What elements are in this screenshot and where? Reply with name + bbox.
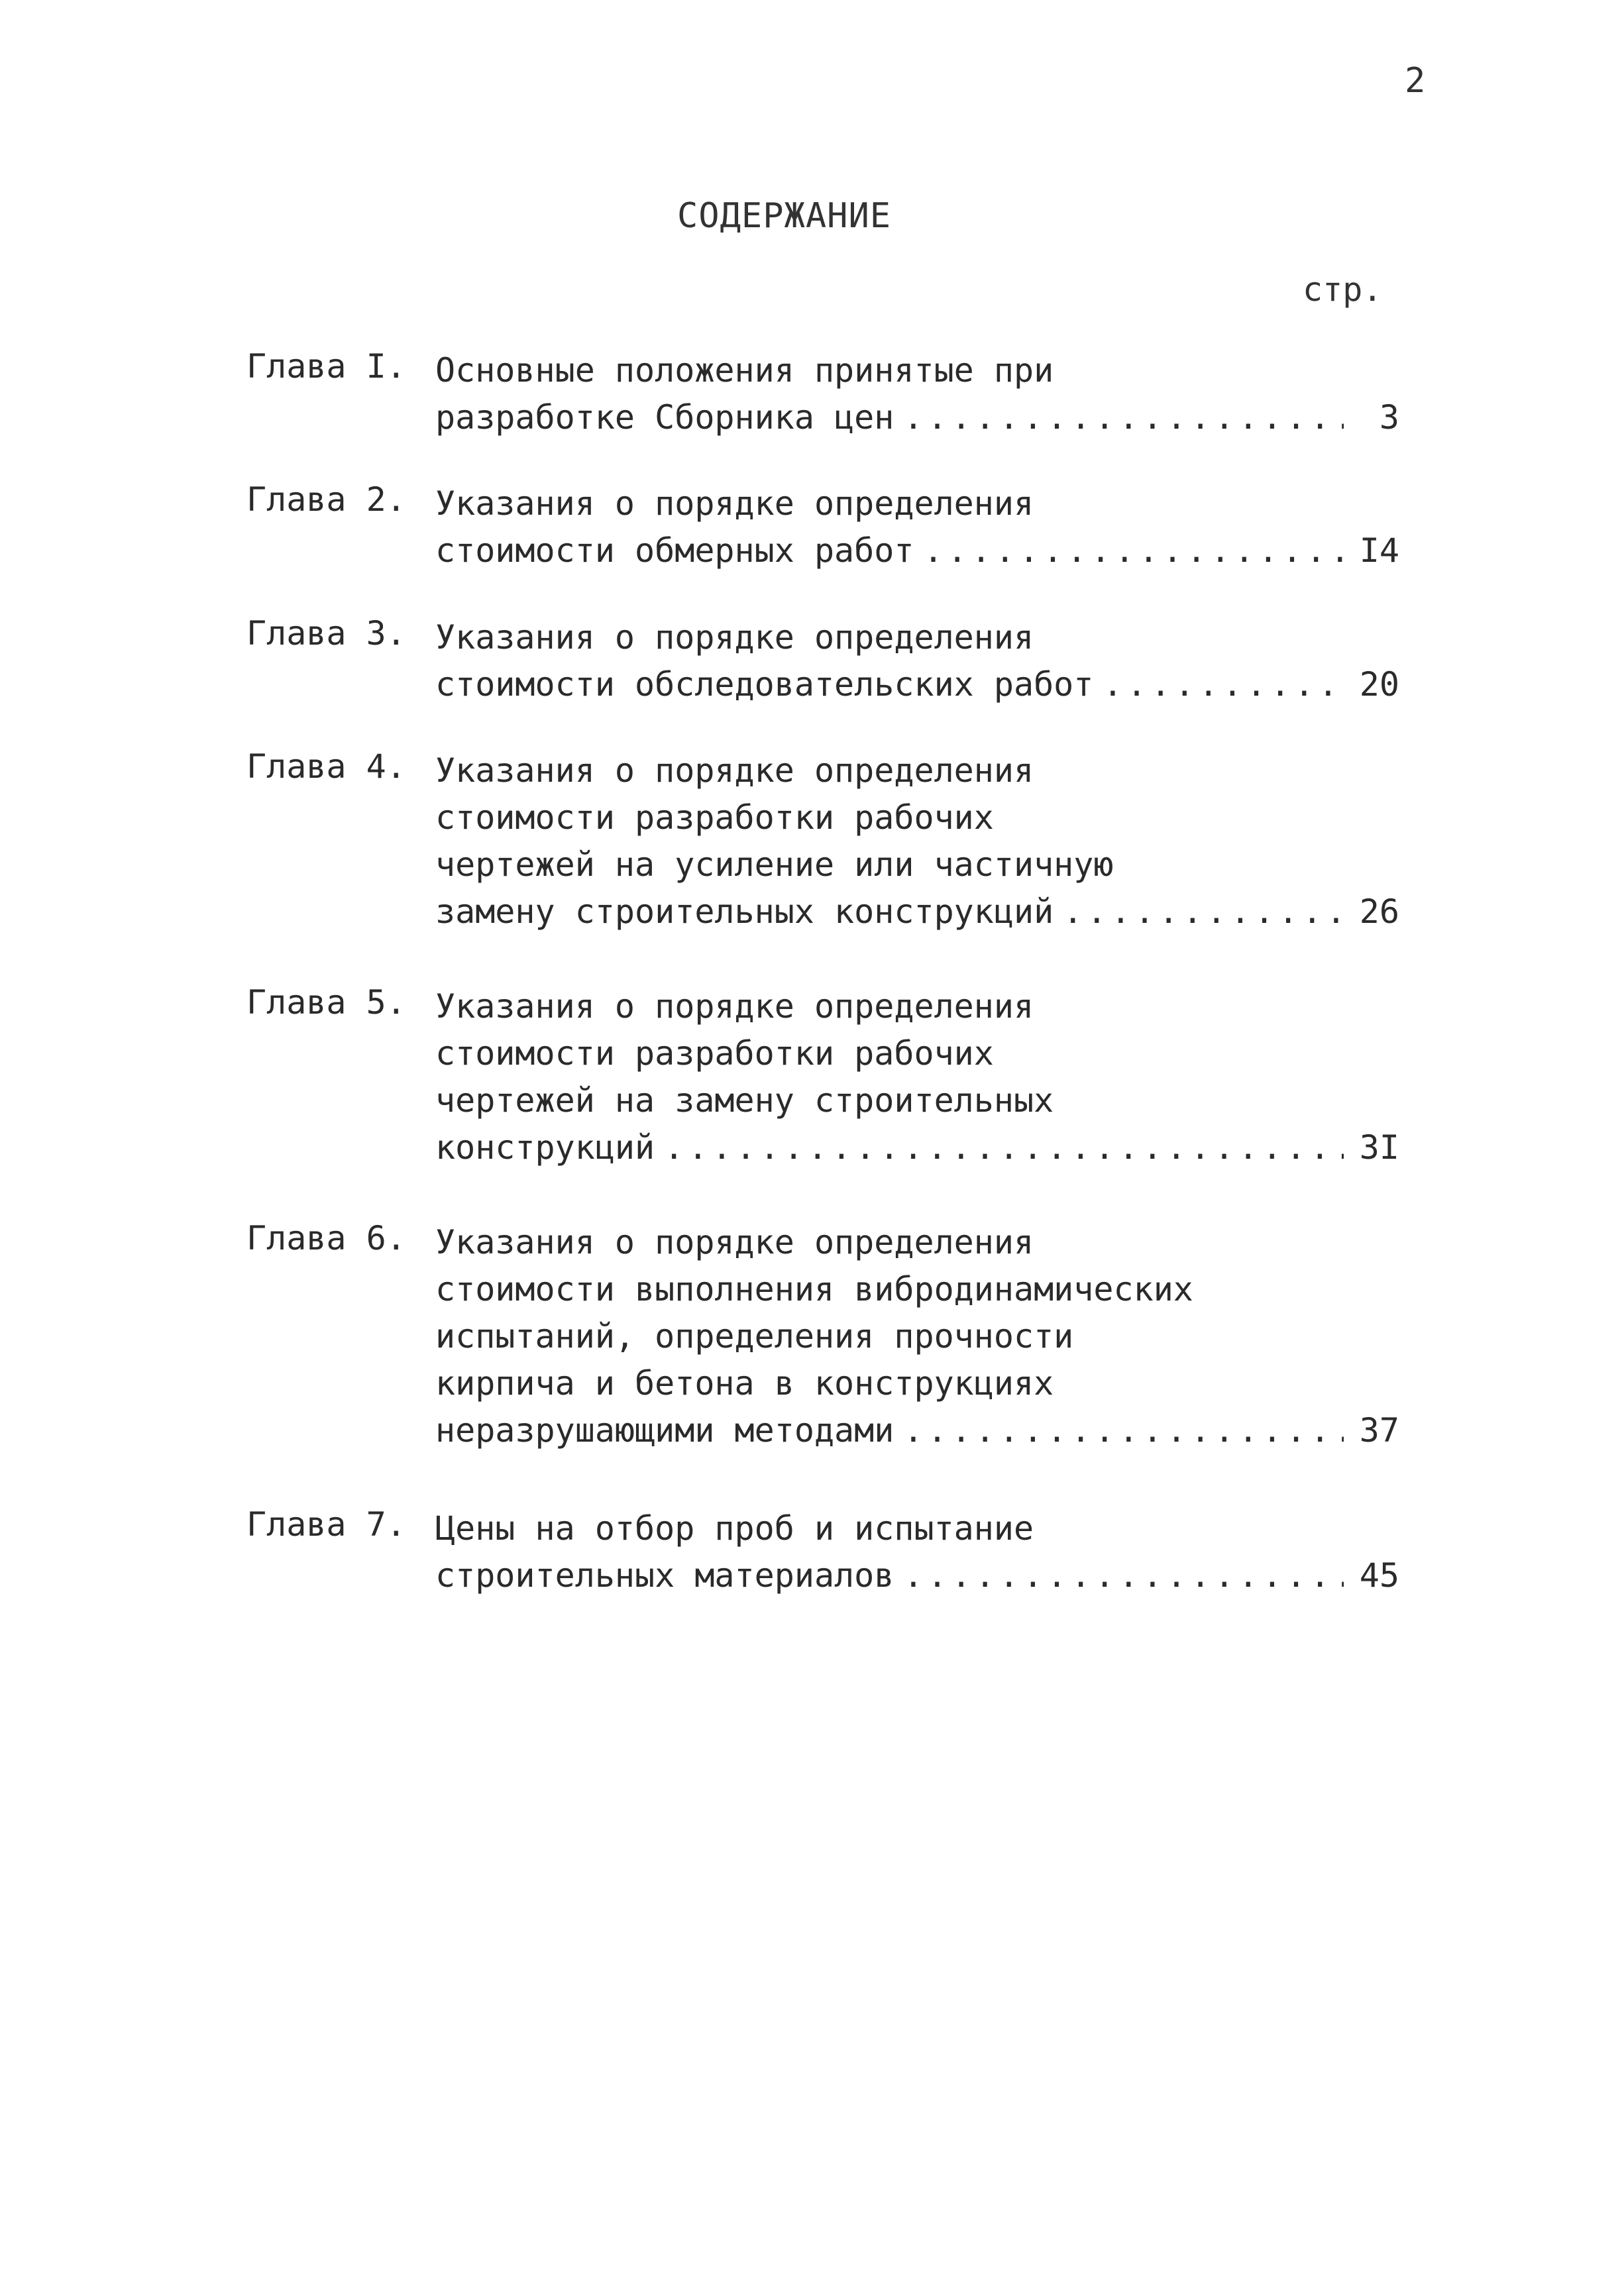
dot-leader <box>664 1124 1344 1171</box>
entry-line: стоимости обследовательских работ <box>435 665 1094 704</box>
entry-line: чертежей на замену строительных <box>435 1081 1054 1120</box>
page-ref: 37 <box>1359 1411 1399 1450</box>
entry-line: Указания о порядке определения <box>435 751 1034 790</box>
entry-line: разработке Сборника цен <box>435 398 894 437</box>
entry-line: стоимости разработки рабочих <box>435 798 994 837</box>
entry-line: Указания о порядке определения <box>435 484 1034 523</box>
page-ref: 26 <box>1359 892 1399 931</box>
entry-line: стоимости выполнения вибродинамических <box>435 1270 1193 1308</box>
chapter-label: Глава 7. <box>246 1505 406 1544</box>
page-ref: 3 <box>1379 398 1399 437</box>
chapter-label: Глава 5. <box>246 983 406 1022</box>
dot-leader <box>903 1552 1344 1599</box>
page-column-label: стр. <box>1303 270 1383 309</box>
entry-line: чертежей на усиление или частичную <box>435 845 1114 884</box>
chapter-label: Глава 6. <box>246 1219 406 1257</box>
page-ref: 45 <box>1359 1556 1399 1595</box>
page-number: 2 <box>1405 61 1426 101</box>
entry-line: замену строительных конструкций <box>435 892 1054 931</box>
chapter-label: Глава 3. <box>246 614 406 653</box>
entry-line: строительных материалов <box>435 1556 894 1595</box>
chapter-label: Глава 4. <box>246 747 406 786</box>
entry-line: Основные положения принятые при <box>435 351 1054 390</box>
entry-line: испытаний, определения прочности <box>435 1317 1074 1356</box>
dot-leader <box>1063 888 1344 935</box>
entry-line: Цены на отбор проб и испытание <box>435 1509 1034 1548</box>
entry-line: кирпича и бетона в конструкциях <box>435 1364 1054 1403</box>
chapter-label: Глава 2. <box>246 480 406 519</box>
page-ref: 3I <box>1359 1128 1399 1167</box>
dot-leader <box>1103 661 1344 708</box>
page-title: СОДЕРЖАНИЕ <box>677 196 892 236</box>
entry-line: стоимости обмерных работ <box>435 531 914 570</box>
entry-line: стоимости разработки рабочих <box>435 1034 994 1073</box>
entry-line: Указания о порядке определения <box>435 1223 1034 1261</box>
page-ref: 20 <box>1359 665 1399 704</box>
dot-leader <box>903 1407 1344 1454</box>
dot-leader <box>923 527 1344 574</box>
page-ref: I4 <box>1359 531 1399 570</box>
entry-line: неразрушающими методами <box>435 1411 894 1450</box>
entry-line: Указания о порядке определения <box>435 618 1034 657</box>
dot-leader <box>903 394 1344 441</box>
entry-line: конструкций <box>435 1128 655 1167</box>
chapter-label: Глава I. <box>246 347 406 386</box>
entry-line: Указания о порядке определения <box>435 987 1034 1026</box>
